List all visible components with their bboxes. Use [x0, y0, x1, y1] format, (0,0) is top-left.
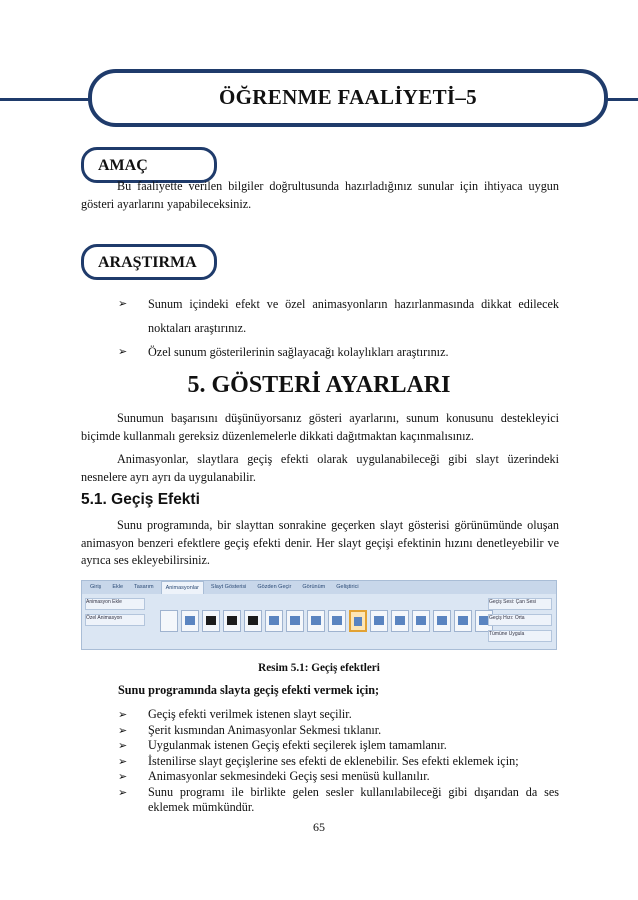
arrow-bullet-icon: ➢ — [118, 770, 128, 783]
transition-thumb[interactable] — [244, 610, 262, 632]
title-rule-right — [606, 98, 638, 101]
tab-tasarim[interactable]: Tasarım — [134, 584, 154, 590]
transition-thumb-selected[interactable] — [349, 610, 367, 632]
transition-thumb[interactable] — [202, 610, 220, 632]
steps-lead: Sunu programında slayta geçiş efekti vermek için; — [118, 683, 380, 697]
list-item: ➢ Sunum içindeki efekt ve özel animasyonların hazırlanmasında dikkat edilecek noktaları araştırınız. — [118, 292, 559, 340]
list-item: ➢ Şerit kısmından Animasyonlar Sekmesi tıklanır. — [118, 722, 382, 737]
title-rule-left — [0, 98, 90, 101]
figure-caption: Resim 5.1: Geçiş efektleri — [258, 662, 380, 674]
list-item: ➢ Özel sunum gösterilerinin sağlayacağı kolaylıkları araştırınız. — [118, 340, 559, 364]
ribbon-tabs — [82, 581, 556, 594]
tab-giris[interactable]: Giriş — [90, 584, 102, 590]
transition-speed-select[interactable]: Geçiş Hızı: Orta — [488, 614, 552, 626]
activity-title: ÖĞRENME FAALİYETİ–5 — [219, 85, 477, 109]
transition-sound-select[interactable]: Geçiş Sesi: Çan Sesi — [488, 598, 552, 610]
list-item: ➢ Geçiş efekti verilmek istenen slayt seçilir. — [118, 707, 352, 721]
transition-thumb[interactable] — [160, 610, 178, 632]
transition-thumb[interactable] — [391, 610, 409, 632]
tab-ekle[interactable]: Ekle — [112, 584, 124, 590]
transition-thumb[interactable] — [265, 610, 283, 632]
subsection-text: Sunu programında, bir slayttan sonrakine geçerken slayt gösterisi görünümünde oluşan animasyon benzeri efektlere geçiş efekti denir. Her slayt geçişi efektinin hızını denetleyebilir ve ayrıca ses ekleyebilirsiniz. — [81, 518, 559, 567]
transition-thumb[interactable] — [328, 610, 346, 632]
transition-thumb[interactable] — [433, 610, 451, 632]
list-item: ➢ İstenilirse slayt geçişlerine ses efekti de eklenebilir. Ses efekti eklemek için; — [118, 753, 519, 768]
custom-animation-button[interactable]: Özel Animasyon — [85, 614, 145, 626]
intro-paragraph-1: Sunumun başarısını düşünüyorsanız gösteri ayarlarını, sunum konusunu destekleyici biçimde kullanmalı gereksiz düzenlemelerle dikkati dağıtmaktan kaçınmalısınız. — [81, 411, 559, 443]
transition-thumb[interactable] — [370, 610, 388, 632]
arrow-bullet-icon: ➢ — [118, 345, 128, 358]
subsection-title: 5.1. Geçiş Efekti — [81, 491, 200, 508]
transition-settings — [488, 598, 552, 646]
arrow-bullet-icon: ➢ — [118, 754, 128, 768]
animation-controls — [85, 598, 145, 630]
activity-title-box — [88, 69, 608, 127]
transition-thumb[interactable] — [286, 610, 304, 632]
transition-thumb[interactable] — [307, 610, 325, 632]
arrow-bullet-icon: ➢ — [118, 723, 128, 737]
tab-gozden-gecir[interactable]: Gözden Geçir — [257, 584, 292, 590]
tab-slayt-gosterisi[interactable]: Slayt Gösterisi — [210, 584, 247, 590]
ribbon-screenshot — [81, 580, 557, 650]
tab-gelistirici[interactable]: Geliştirici — [336, 584, 359, 590]
transition-thumb[interactable] — [181, 610, 199, 632]
transition-thumb[interactable] — [412, 610, 430, 632]
amac-text: Bu faaliyette verilen bilgiler doğrultusunda hazırladığınız sunular için ihtiyaca uygun gösteri ayarlarını yapabileceksiniz. — [81, 179, 559, 211]
tab-gorunum[interactable]: Görünüm — [302, 584, 326, 590]
list-item: ➢ Animasyonlar sekmesindeki Geçiş sesi menüsü kullanılır. — [118, 769, 430, 783]
transition-gallery — [160, 610, 493, 632]
amac-label: AMAÇ — [81, 147, 217, 183]
transition-thumb[interactable] — [454, 610, 472, 632]
arrow-bullet-icon: ➢ — [118, 708, 128, 721]
tab-animasyonlar[interactable]: Animasyonlar — [161, 581, 204, 594]
arrow-bullet-icon: ➢ — [118, 785, 128, 799]
page-number: 65 — [313, 820, 325, 834]
list-item: ➢ Uygulanmak istenen Geçiş efekti seçilerek işlem tamamlanır. — [118, 738, 447, 752]
animate-dropdown[interactable]: Animasyon Ekle — [85, 598, 145, 610]
transition-thumb[interactable] — [223, 610, 241, 632]
intro-paragraph-2: Animasyonlar, slaytlara geçiş efekti olarak uygulanabileceği gibi slayt üzerindeki nesnelere ayrı ayrı da uygulanabilir. — [81, 452, 559, 484]
arrow-bullet-icon: ➢ — [118, 739, 128, 752]
section-title: 5. GÖSTERİ AYARLARI — [187, 372, 451, 398]
steps-list — [118, 707, 559, 816]
arastirma-label: ARAŞTIRMA — [81, 244, 217, 280]
list-item: ➢ Sunu programı ile birlikte gelen sesler kullanılabileceği gibi dışarıdan da ses eklemek mümkündür. — [118, 784, 559, 814]
arrow-bullet-icon: ➢ — [118, 297, 128, 310]
arastirma-list — [118, 292, 559, 364]
apply-to-all-button[interactable]: Tümüne Uygula — [488, 630, 552, 642]
